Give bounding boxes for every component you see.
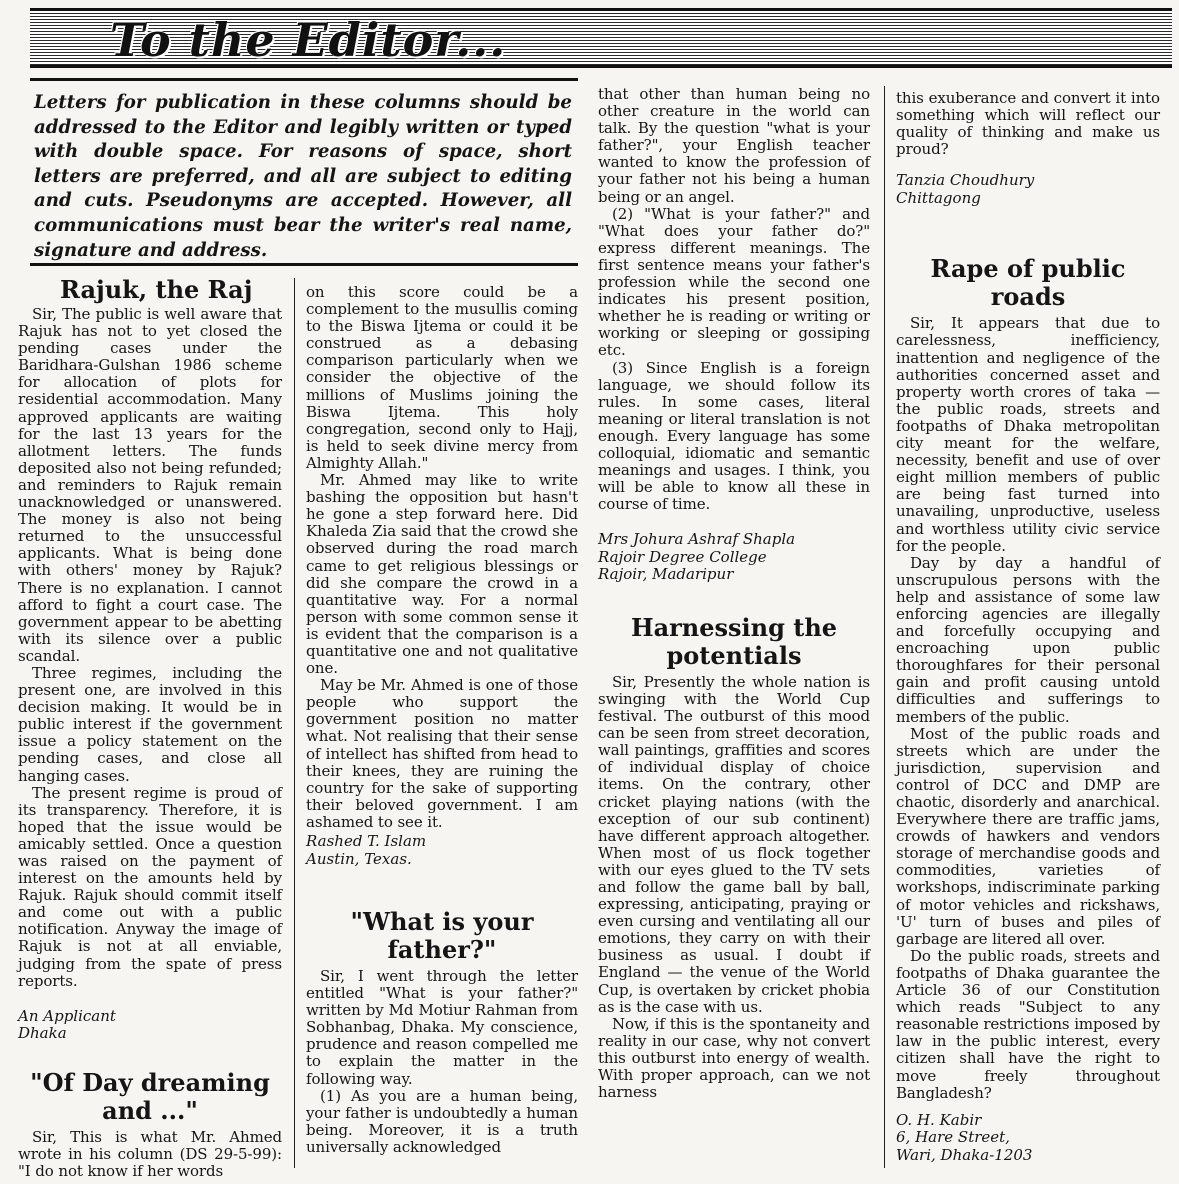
paragraph: Sir, The public is well aware that Rajuk has not to yet closed the pending cases under the Baridhara-Gulshan 1986 scheme for allocation of plots for residential accommodation. Many approved applicants are waiting for the last 13 years for the allotment letters. The funds deposited also not being refunded; and reminders to Rajuk remain unacknowledged or unanswered. The money is also not being returned to the unsuccessful applicants. What is being done with others' money by Rajuk? There is no explanation. I cannot afford to fight a court case. The government appear to be abetting with its silence over a public scandal.: [18, 305, 282, 665]
signature-line: Chittagong: [896, 188, 981, 207]
paragraph: (2) "What is your father?" and "What does your father do?" express different meanings. The first sentence means your father's profession while the second one indicates his present position, whether he is reading or writing or working or sleeping or gossiping etc.: [598, 204, 870, 360]
letter-body-roads: [896, 315, 1160, 1101]
paragraph: Sir, Presently the whole nation is swinging with the World Cup festival. The outburst of this mood can be seen from street decoration, wall paintings, graffities and scores of individual display of choice items. On the contrary, other cricket playing nations (with the exception of our sub continent) have different approach altogether. When most of us flock together with our eyes glued to the TV sets and follow the game ball by ball, expressing, anticipating, praying or even cursing and ventilating all our emotions, they carry on with their business as usual. I doubt if England — the venue of the World Cup, is overtaken by cricket phobia as is the case with us.: [598, 672, 870, 1016]
headline-potentials: Harnessing the potentials: [630, 612, 838, 670]
signature-day-dreaming: [306, 833, 578, 868]
paragraph: Sir, It appears that due to carelessness, inefficiency, inattention and negligence of the authorities concerned asset and property worth crores of taka — the public roads, streets and footpaths of Dhaka metropolitan city meant for the welfare, necessity, benefit and use of over eight million members of public are being fast turned into unavailing, unproductive, useless and worthless utility civic service for the people.: [896, 314, 1160, 555]
signature-line: Wari, Dhaka-1203: [896, 1145, 1033, 1164]
signature-roads: [896, 1112, 1160, 1165]
signature-line: O. H. Kabir: [896, 1110, 982, 1129]
paragraph: on this score could be a complement to the musullis coming to the Biswa Ijtema or could it be construed as a debasing comparison particularly when we consider the objective of the millions of Muslims joining the Biswa Ijtema. This holy congregation, second only to Hajj, is held to seek divine mercy from Almighty Allah.": [306, 283, 578, 472]
paragraph: Most of the public roads and streets which are under the jurisdiction, supervision and control of DCC and DMP are chaotic, disorderly and anarchical. Everywhere there are traffic jams, crowds of hawkers and vendors storage of merchandise goods and commodities, varieties of workshops, indiscriminate parking of motor vehicles and rickshaws, 'U' turn of buses and piles of garbage are litered all over.: [896, 724, 1160, 948]
signature-line: Rashed T. Islam: [306, 832, 427, 850]
column-4: [896, 90, 1160, 1164]
editor-notice: [30, 78, 578, 266]
notice-text: Letters for publication in these columns should be addressed to the Editor and legibly written or typed with double space. For reasons of space, short letters are preferred, and all are subject to editing and cuts. Pseudonyms are accepted. However, all communications must bear the writer's real name, signature and address.: [34, 92, 572, 261]
headline-day-dreaming: "Of Day dreaming and ...": [30, 1067, 270, 1125]
signature-potentials: [896, 172, 1160, 207]
paragraph: Day by day a handful of unscrupulous persons with the help and assistance of some law enforcing agencies are illegally and forcefully occupying and encroaching upon public thoroughfares for their personal gain and profit causing untold difficulties and sufferings to members of the public.: [896, 553, 1160, 726]
paragraph: Now, if this is the spontaneity and reality in our case, why not convert this outburst into energy of wealth. With proper approach, can we not harness: [598, 1014, 870, 1102]
column-2: [306, 284, 578, 1156]
signature-father: [598, 531, 870, 584]
paragraph: Three regimes, including the present one, are involved in this decision making. It would be in public interest if the government issue a policy statement on the pending cases, and close all hanging cases.: [18, 663, 282, 785]
letter-body-potentials-part2: [896, 90, 1160, 158]
column-divider: [294, 278, 295, 1168]
paragraph: (3) Since English is a foreign language, we should follow its rules. In some cases, literal meaning or literal translation is not enough. Every language has some colloquial, idiomatic and semantic meanings and usages. I think, you will be able to know all these in course of time.: [598, 358, 870, 514]
letter-body-father-part2: [598, 86, 870, 513]
letter-body-potentials-part1: [598, 674, 870, 1101]
paragraph: Sir, I went through the letter entitled "What is your father?" written by Md Motiur Rahman from Sobhanbag, Dhaka. My conscience, prudence and reason compelled me to explain the matter in the following way.: [306, 967, 578, 1088]
letter-body-day-dreaming-part2: [306, 284, 578, 831]
paragraph: (1) As you are a human being, your father is undoubtedly a human being. Moreover, it is a truth universally acknowledged: [306, 1086, 578, 1156]
signature-line: Rajoir, Madaripur: [598, 565, 734, 584]
column-3: [598, 86, 870, 1101]
signature-line: Rajoir Degree College: [598, 547, 767, 566]
letter-body-day-dreaming-part1: [18, 1129, 282, 1180]
signature-line: Mrs Johura Ashraf Shapla: [598, 530, 796, 549]
paragraph: Mr. Ahmed may like to write bashing the opposition but hasn't he gone a step forward here. Did Khaleda Zia said that the crowd she observed during the road march came to get religious blessings or did she compare the crowd in a quantitative way. For a normal person with some common sense it is evident that the comparison is a quantitative one and not qualitative one.: [306, 471, 578, 678]
section-title: To the Editor...: [110, 13, 507, 67]
paragraph: Do the public roads, streets and footpaths of Dhaka guarantee the Article 36 of our Constitution which reads "Subject to any reasonable restrictions imposed by law in the public interest, every citizen shall have the right to move freely throughout Bangladesh?: [896, 946, 1160, 1102]
paragraph: this exuberance and convert it into something which will reflect our quality of thinking and make us proud?: [896, 89, 1160, 159]
signature-line: Austin, Texas.: [306, 849, 412, 868]
signature-line: Dhaka: [18, 1024, 67, 1043]
paragraph: Sir, This is what Mr. Ahmed wrote in his column (DS 29-5-99): "I do not know if her words: [18, 1127, 282, 1180]
headline-father: "What is your father?": [350, 907, 534, 964]
signature-line: 6, Hare Street,: [896, 1128, 1010, 1147]
paragraph: The present regime is proud of its transparency. Therefore, it is hoped that the issue would be amicably settled. Once a question was raised on the payment of interest on the amounts held by Rajuk. Rajuk should commit itself and come out with a public notification. Anyway the image of Rajuk is not at all enviable, judging from the spate of press reports.: [18, 783, 282, 990]
signature-line: Tanzia Choudhury: [896, 171, 1035, 190]
column-divider: [884, 86, 885, 1168]
paragraph: May be Mr. Ahmed is one of those people who support the government position no matter what. Not realising that their sense of intellect has shifted from head to their knees, they are ruining the country for the sake of supporting their beloved government. I am ashamed to see it.: [306, 676, 578, 831]
headline-rajuk: Rajuk, the Raj: [60, 275, 253, 304]
column-1: [18, 276, 282, 1180]
signature-rajuk: [18, 1008, 282, 1043]
letter-body-father-part1: [306, 968, 578, 1156]
paragraph: that other than human being no other creature in the world can talk. By the question "what is your father?", your English teacher wanted to know the profession of your father not his being a human being or an angel.: [598, 85, 870, 206]
headline-roads: Rape of public roads: [930, 254, 1126, 312]
masthead-banner: [30, 8, 1172, 68]
signature-line: An Applicant: [18, 1006, 116, 1025]
letter-body-rajuk: [18, 306, 282, 990]
